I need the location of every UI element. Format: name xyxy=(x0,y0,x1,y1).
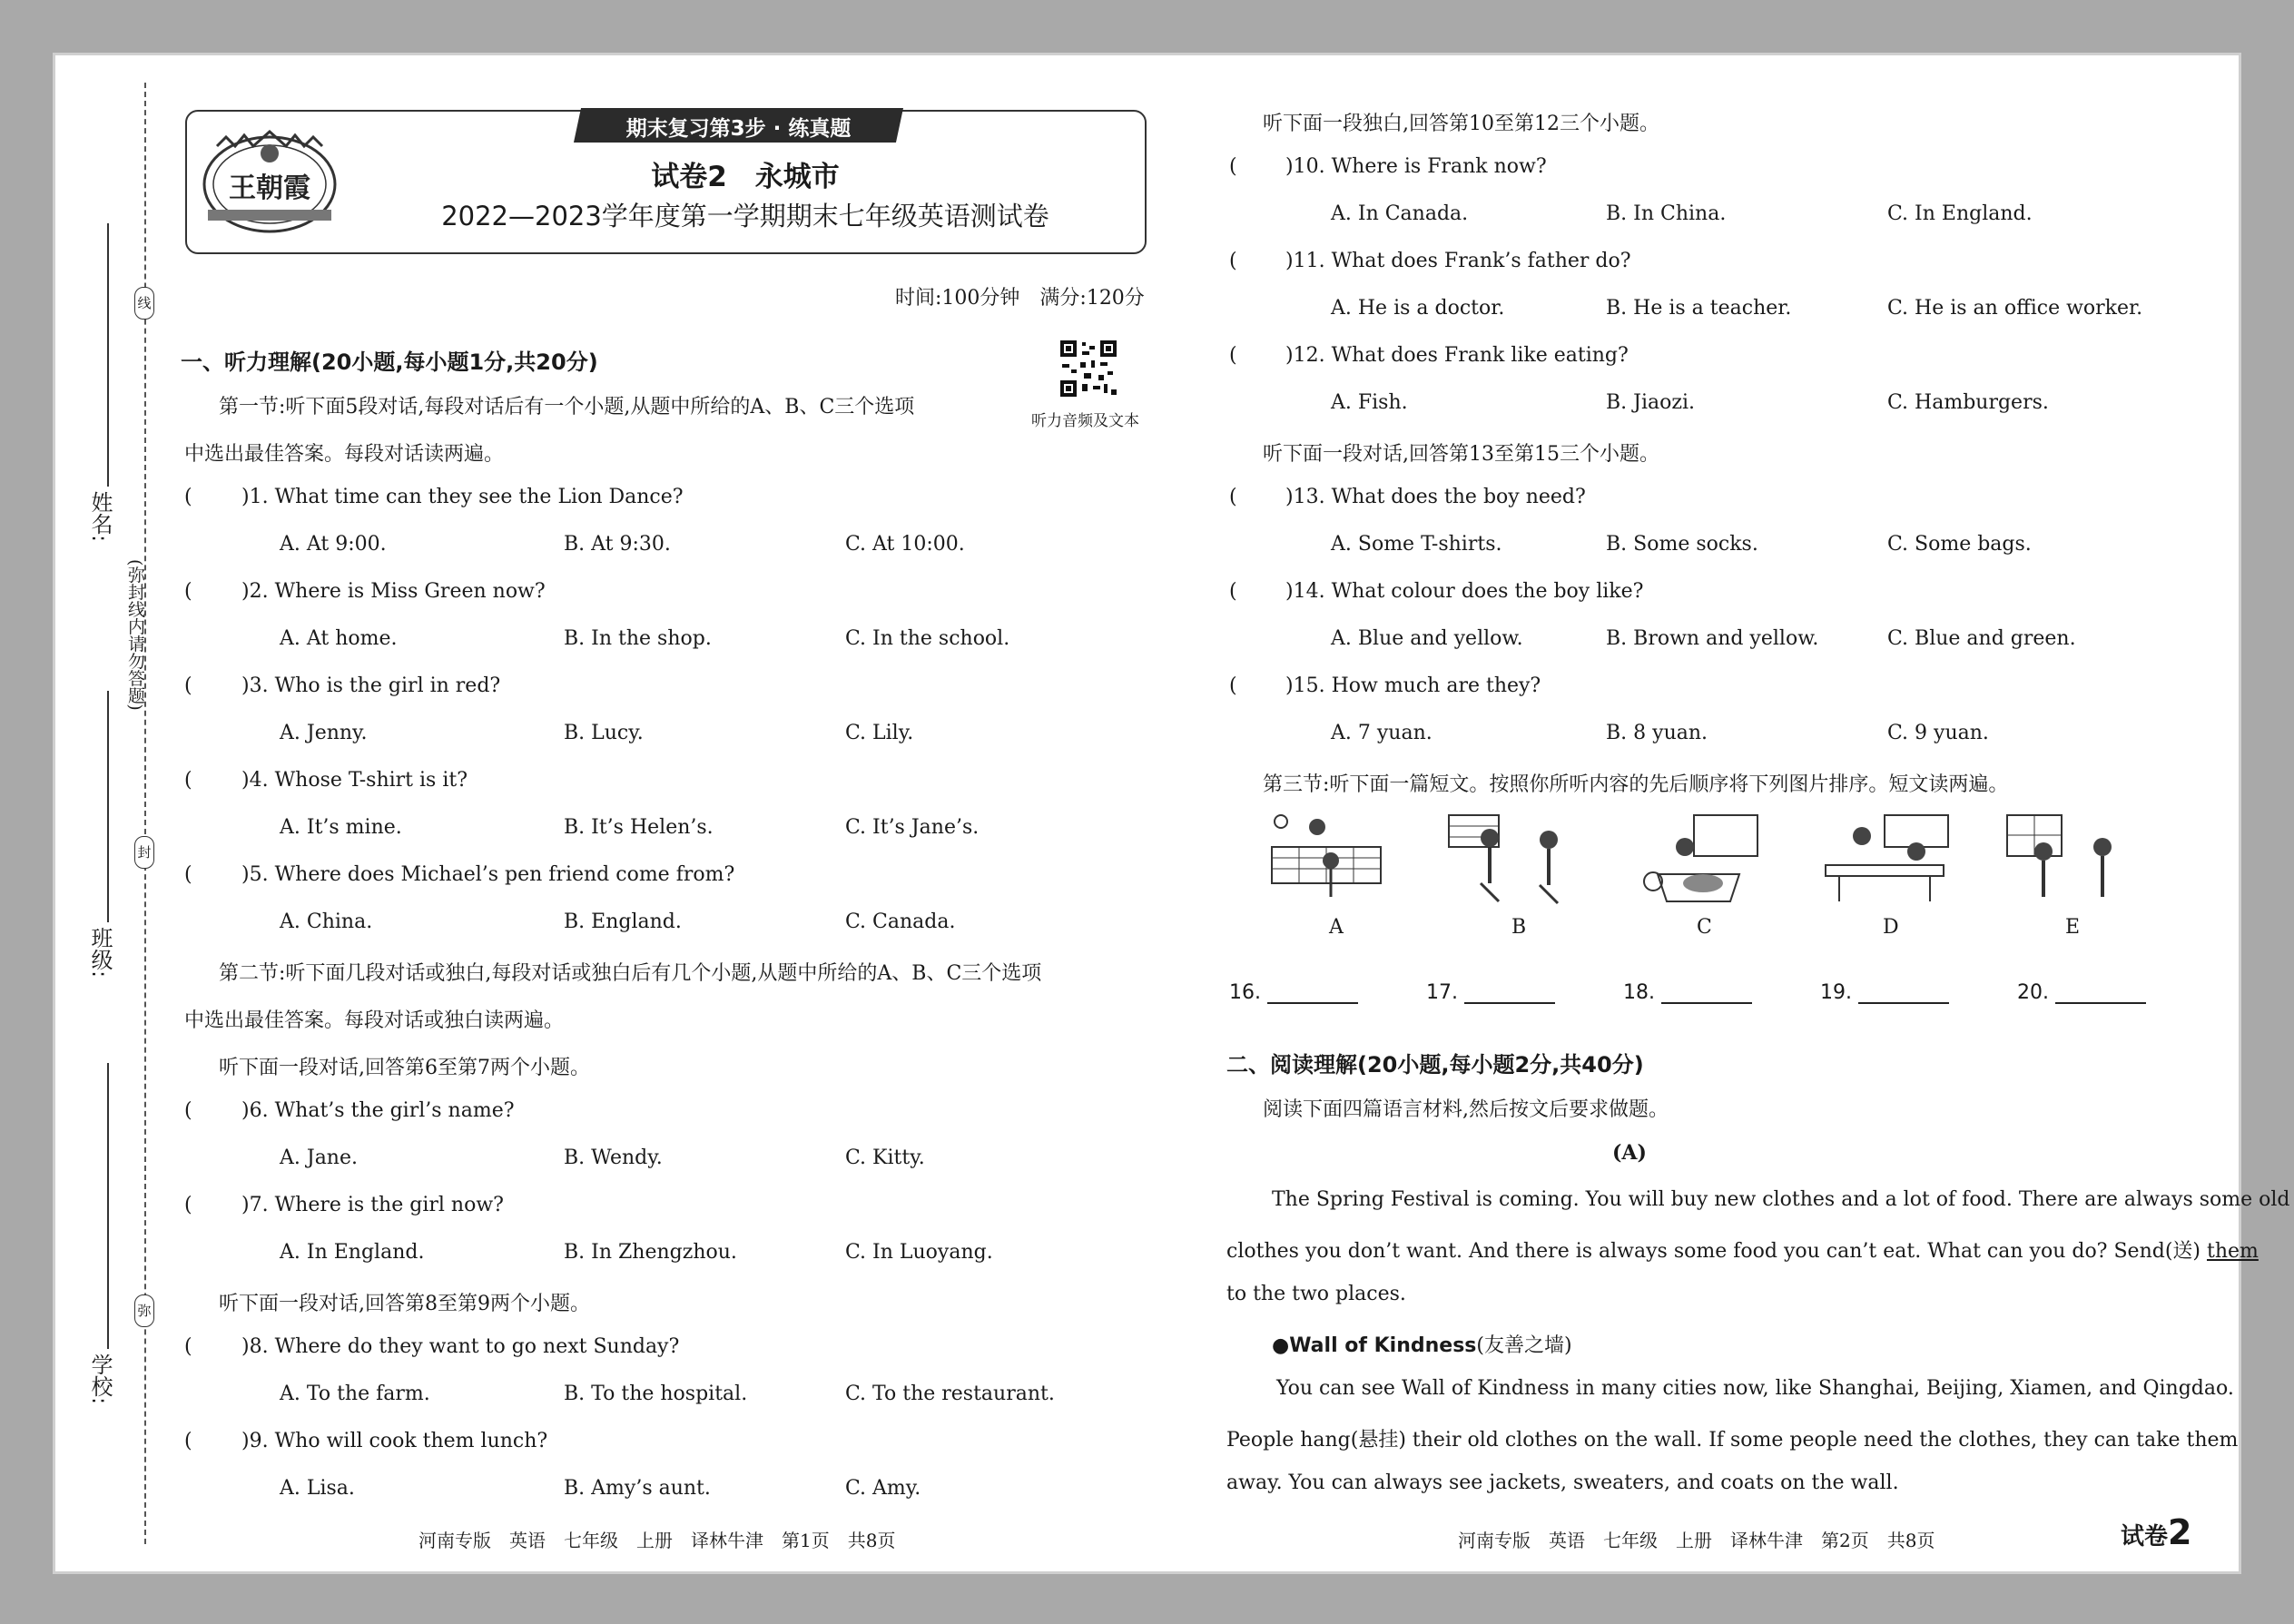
exam-paper xyxy=(53,53,2290,1574)
option-c: C. In the school. xyxy=(845,627,1010,650)
option-b: B. It’s Helen’s. xyxy=(564,816,714,839)
part1-instruction-2: 中选出最佳答案。每段对话读两遍。 xyxy=(184,443,505,466)
school-field[interactable] xyxy=(107,1063,109,1349)
picture-label-c: C xyxy=(1697,916,1712,939)
answer-paren[interactable]: ( xyxy=(184,769,192,792)
blank-line[interactable] xyxy=(1464,982,1555,1004)
binding-mark-xian: 线 xyxy=(134,287,154,320)
picture-c xyxy=(1630,811,1767,910)
answer-blank-20[interactable] xyxy=(2017,981,2146,1004)
option-b: B. He is a teacher. xyxy=(1606,297,1792,320)
question-text: )8. Where do they want to go next Sunday? xyxy=(241,1335,680,1358)
part3-instruction: 第三节:听下面一篇短文。按照你所听内容的先后顺序将下列图片排序。短文读两遍。 xyxy=(1263,773,2009,796)
option-b: B. 8 yuan. xyxy=(1606,722,1708,744)
name-field[interactable] xyxy=(107,223,109,487)
answer-paren[interactable]: ( xyxy=(184,1099,192,1122)
option-a: A. In England. xyxy=(280,1241,425,1264)
wall-title-cn: (友善之墙) xyxy=(1476,1334,1572,1357)
answer-paren[interactable]: ( xyxy=(1229,580,1237,603)
answer-blank-18[interactable] xyxy=(1623,981,1752,1004)
blank-line[interactable] xyxy=(2055,982,2146,1004)
section2-title: 二、阅读理解(20小题,每小题2分,共40分) xyxy=(1226,1052,1644,1078)
question-text: )9. Who will cook them lunch? xyxy=(241,1430,548,1452)
option-a: A. 7 yuan. xyxy=(1331,722,1433,744)
option-b: B. Amy’s aunt. xyxy=(564,1477,711,1500)
option-a: A. Lisa. xyxy=(280,1477,355,1500)
part2-instruction-1: 第二节:听下面几段对话或独白,每段对话或独白后有几个小题,从题中所给的A、B、C三个选项 xyxy=(219,962,1042,985)
option-c: C. Kitty. xyxy=(845,1147,925,1169)
question-text: )11. What does Frank’s father do? xyxy=(1285,250,1631,272)
binding-mark-mi: 弥 xyxy=(134,1294,154,1327)
picture-label-e: E xyxy=(2065,916,2081,939)
school-label: 学校: xyxy=(87,1353,113,1405)
passage-line-6: away. You can always see jackets, sweaters, and coats on the wall. xyxy=(1226,1471,1899,1494)
underlined-word: them xyxy=(2206,1240,2259,1263)
question-text: )10. Where is Frank now? xyxy=(1285,155,1547,178)
part1-instruction-1: 第一节:听下面5段对话,每段对话后有一个小题,从题中所给的A、B、C三个选项 xyxy=(219,396,915,418)
option-a: A. In Canada. xyxy=(1331,202,1469,225)
passage-line-1: The Spring Festival is coming. You will buy new clothes and a lot of food. There are always some old xyxy=(1272,1188,2290,1211)
blank-line[interactable] xyxy=(1661,982,1752,1004)
answer-paren[interactable]: ( xyxy=(1229,250,1237,272)
footer-left: 河南专版 英语 七年级 上册 译林牛津 第1页 共8页 xyxy=(418,1530,896,1551)
option-a: A. Blue and yellow. xyxy=(1331,627,1523,650)
answer-paren[interactable]: ( xyxy=(1229,344,1237,367)
blank-number: 18. xyxy=(1623,981,1655,1004)
option-a: A. Some T-shirts. xyxy=(1331,533,1502,556)
wall-heading xyxy=(1272,1330,1572,1358)
option-a: A. Jane. xyxy=(280,1147,358,1169)
blank-number: 19. xyxy=(1820,981,1852,1004)
option-c: C. In Luoyang. xyxy=(845,1241,993,1264)
option-b: B. To the hospital. xyxy=(564,1383,748,1405)
blank-line[interactable] xyxy=(1267,982,1358,1004)
option-c: C. It’s Jane’s. xyxy=(845,816,980,839)
option-a: A. To the farm. xyxy=(280,1383,430,1405)
answer-blank-16[interactable] xyxy=(1229,981,1358,1004)
option-b: B. Lucy. xyxy=(564,722,644,744)
answer-paren[interactable]: ( xyxy=(184,1430,192,1452)
blank-number: 17. xyxy=(1426,981,1458,1004)
passage-line-4: You can see Wall of Kindness in many cities now, like Shanghai, Beijing, Xiamen, and Qingdao. xyxy=(1276,1377,2234,1400)
option-c: C. Blue and green. xyxy=(1887,627,2076,650)
paper-badge xyxy=(2121,1512,2191,1552)
option-a: A. China. xyxy=(280,910,373,933)
badge-text: 试卷 xyxy=(2121,1523,2169,1550)
option-c: C. 9 yuan. xyxy=(1887,722,1989,744)
picture-a xyxy=(1267,811,1403,910)
publisher-logo xyxy=(199,119,340,241)
picture-e xyxy=(2003,811,2139,910)
section1-title: 一、听力理解(20小题,每小题1分,共20分) xyxy=(181,349,598,375)
option-c: C. He is an office worker. xyxy=(1887,297,2143,320)
option-b: B. Brown and yellow. xyxy=(1606,627,1819,650)
question-text: )12. What does Frank like eating? xyxy=(1285,344,1629,367)
answer-paren[interactable]: ( xyxy=(1229,486,1237,508)
question-text: )14. What colour does the boy like? xyxy=(1285,580,1644,603)
question-text: )4. Whose T-shirt is it? xyxy=(241,769,468,792)
answer-paren[interactable]: ( xyxy=(1229,674,1237,697)
answer-paren[interactable]: ( xyxy=(184,1335,192,1358)
question-text: )15. How much are they? xyxy=(1285,674,1541,697)
option-a: A. At 9:00. xyxy=(280,533,387,556)
class-label: 班级: xyxy=(87,927,113,979)
answer-blank-17[interactable] xyxy=(1426,981,1555,1004)
option-b: B. At 9:30. xyxy=(564,533,671,556)
picture-d xyxy=(1816,811,1953,910)
option-b: B. In Zhengzhou. xyxy=(564,1241,737,1264)
sub-instruction-6-7: 听下面一段对话,回答第6至第7两个小题。 xyxy=(219,1057,590,1079)
banner-text: 期末复习第3步 · 练真题 xyxy=(625,117,852,141)
option-c: C. To the restaurant. xyxy=(845,1383,1055,1405)
bullet-icon: ● xyxy=(1272,1334,1290,1357)
question-text: )7. Where is the girl now? xyxy=(241,1194,504,1216)
passage-line-2-text: clothes you don’t want. And there is always some food you can’t eat. What can you do? Send(送) xyxy=(1226,1240,2200,1263)
wall-title: Wall of Kindness xyxy=(1289,1334,1477,1357)
option-c: C. At 10:00. xyxy=(845,533,965,556)
passage-label: (A) xyxy=(1612,1141,1647,1165)
sub-instruction-10-12: 听下面一段独白,回答第10至第12三个小题。 xyxy=(1263,113,1659,135)
option-b: B. Some socks. xyxy=(1606,533,1758,556)
option-b: B. Wendy. xyxy=(564,1147,663,1169)
footer-right: 河南专版 英语 七年级 上册 译林牛津 第2页 共8页 xyxy=(1458,1530,1935,1551)
page-title: 试卷2 永城市 xyxy=(651,161,840,193)
option-b: B. England. xyxy=(564,910,682,933)
question-text: )3. Who is the girl in red? xyxy=(241,674,501,697)
picture-b xyxy=(1444,811,1580,910)
question-text: )6. What’s the girl’s name? xyxy=(241,1099,515,1122)
answer-paren[interactable]: ( xyxy=(1229,155,1237,178)
answer-paren[interactable]: ( xyxy=(184,486,192,508)
blank-line[interactable] xyxy=(1858,982,1949,1004)
answer-paren[interactable]: ( xyxy=(184,863,192,886)
picture-label-b: B xyxy=(1511,916,1527,939)
picture-label-a: A xyxy=(1329,916,1344,939)
answer-paren[interactable]: ( xyxy=(184,580,192,603)
section2-instruction: 阅读下面四篇语言材料,然后按文后要求做题。 xyxy=(1263,1098,1669,1121)
passage-line-5: People hang(悬挂) their old clothes on the wall. If some people need the clothes, they can take them xyxy=(1226,1429,2239,1452)
answer-paren[interactable]: ( xyxy=(184,1194,192,1216)
name-label: 姓名: xyxy=(87,491,113,543)
blank-number: 20. xyxy=(2017,981,2049,1004)
option-a: A. He is a doctor. xyxy=(1331,297,1505,320)
binding-note: (弥封线内请勿答题) xyxy=(125,559,145,711)
sub-instruction-8-9: 听下面一段对话,回答第8至第9两个小题。 xyxy=(219,1293,590,1315)
option-c: C. Amy. xyxy=(845,1477,921,1500)
binding-mark-feng: 封 xyxy=(134,836,154,869)
qr-code[interactable] xyxy=(1058,339,1118,399)
option-a: A. Fish. xyxy=(1331,391,1408,414)
svg-text:王朝霞: 王朝霞 xyxy=(229,172,310,204)
qr-caption: 听力音频及文本 xyxy=(1031,412,1139,430)
option-b: B. Jiaozi. xyxy=(1606,391,1695,414)
option-c: C. Canada. xyxy=(845,910,956,933)
sub-instruction-13-15: 听下面一段对话,回答第13至第15三个小题。 xyxy=(1263,443,1659,466)
passage-line-2 xyxy=(1226,1235,2259,1264)
exam-time: 时间:100分钟 满分:120分 xyxy=(895,287,1145,310)
question-text: )2. Where is Miss Green now? xyxy=(241,580,546,603)
option-c: C. Lily. xyxy=(845,722,914,744)
option-b: B. In China. xyxy=(1606,202,1727,225)
passage-line-3: to the two places. xyxy=(1226,1283,1406,1305)
badge-number: 2 xyxy=(2168,1512,2192,1552)
blank-number: 16. xyxy=(1229,981,1261,1004)
page-subtitle: 2022—2023学年度第一学期期末七年级英语测试卷 xyxy=(441,201,1049,231)
part2-instruction-2: 中选出最佳答案。每段对话或独白读两遍。 xyxy=(184,1009,565,1032)
class-field[interactable] xyxy=(107,691,109,922)
option-a: A. It’s mine. xyxy=(280,816,402,839)
picture-label-d: D xyxy=(1883,916,1899,939)
answer-blank-19[interactable] xyxy=(1820,981,1949,1004)
option-a: A. At home. xyxy=(280,627,398,650)
option-c: C. Hamburgers. xyxy=(1887,391,2049,414)
option-b: B. In the shop. xyxy=(564,627,712,650)
question-text: )5. Where does Michael’s pen friend come from? xyxy=(241,863,735,886)
question-text: )1. What time can they see the Lion Dance? xyxy=(241,486,684,508)
question-text: )13. What does the boy need? xyxy=(1285,486,1586,508)
option-c: C. Some bags. xyxy=(1887,533,2032,556)
option-c: C. In England. xyxy=(1887,202,2033,225)
option-a: A. Jenny. xyxy=(280,722,368,744)
answer-paren[interactable]: ( xyxy=(184,674,192,697)
